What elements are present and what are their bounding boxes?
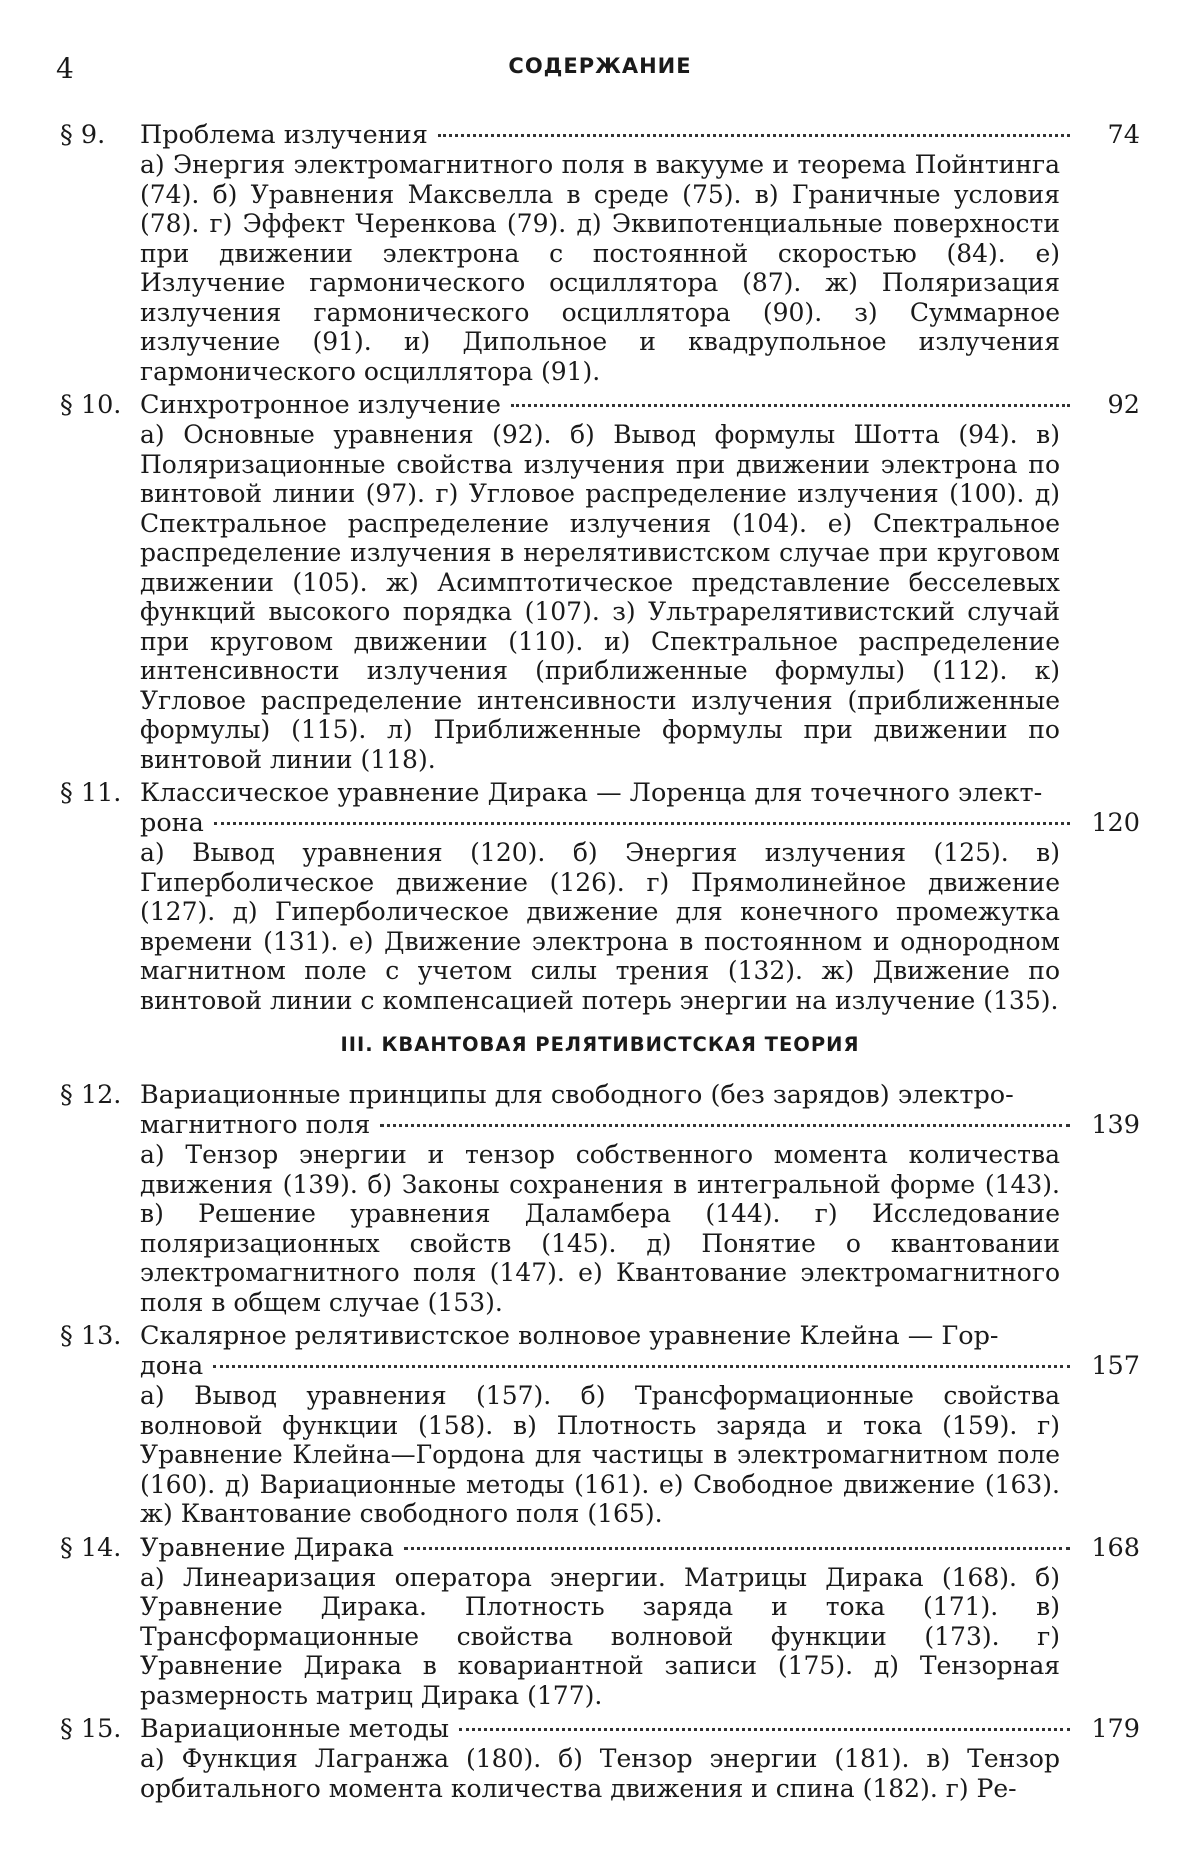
section-title: Уравнение Дирака	[140, 1533, 394, 1563]
book-page	[0, 0, 1200, 1855]
section-page: 157	[1080, 1351, 1140, 1381]
dot-leader	[438, 134, 1070, 137]
section-title-continued: рона	[140, 808, 204, 838]
section-title-continued: магнитного поля	[140, 1110, 370, 1140]
section-page: 74	[1080, 120, 1140, 150]
toc-entry-12	[60, 1080, 1140, 1317]
subsection-list: а) Вывод уравнения (157). б) Трансформационные свойства волновой функции (158). в) Плотность заряда и тока (159). г) Уравнение Клейна—Гордона для частицы в электромагнитном поле (160). д) Вариационные методы (161). е) Свободное движение (163). ж) Квантование свободного поля (165).	[140, 1381, 1060, 1529]
subsection-list: а) Вывод уравнения (120). б) Энергия излучения (125). в) Гиперболическое движение (126). г) Прямолинейное движение (127). д) Гиперболическое движение для конечного промежутка времени (131). е) Движение электрона в постоянном и однородном магнитном поле с учетом силы трения (132). ж) Движение по винтовой линии с компенсацией потерь энергии на излучение (135).	[140, 838, 1060, 1015]
toc-heading	[60, 1533, 1140, 1563]
subsection-list: а) Основные уравнения (92). б) Вывод формулы Шотта (94). в) Поляризационные свойства излучения при движении электрона по винтовой линии (97). г) Угловое распределение излучения (100). д) Спектральное распределение излучения (104). е) Спектральное распределение излучения в нерелятивистском случае при круговом движении (105). ж) Асимптотическое представление бесселевых функций высокого порядка (107). з) Ультрарелятивистский случай при круговом движении (110). и) Спектральное распределение интенсивности излучения (приближенные формулы) (112). к) Угловое распределение интенсивности излучения (приближенные формулы) (115). л) Приближенные формулы при движении по винтовой линии (118).	[140, 420, 1060, 774]
section-page: 168	[1080, 1533, 1140, 1563]
subsection-list: а) Линеаризация оператора энергии. Матрицы Дирака (168). б) Уравнение Дирака. Плотность заряда и тока (171). в) Трансформационные свойства волновой функции (173). г) Уравнение Дирака в ковариантной записи (175). д) Тензорная размерность матриц Дирака (177).	[140, 1563, 1060, 1711]
dot-leader	[511, 404, 1070, 407]
section-number: § 15.	[60, 1714, 140, 1744]
section-title: Классическое уравнение Дирака — Лоренца для точечного элект-	[140, 778, 1042, 808]
dot-leader	[380, 1124, 1070, 1127]
section-page: 120	[1080, 808, 1140, 838]
table-of-contents	[60, 120, 1140, 1807]
toc-heading	[60, 778, 1140, 808]
section-title: Вариационные принципы для свободного (без зарядов) электро-	[140, 1080, 1014, 1110]
section-title-continued: дона	[140, 1351, 203, 1381]
toc-heading-continued	[60, 1351, 1140, 1381]
section-number: § 11.	[60, 778, 140, 808]
toc-entry-15	[60, 1714, 1140, 1803]
dot-leader	[404, 1547, 1070, 1550]
toc-entry-10	[60, 390, 1140, 774]
section-title: Вариационные методы	[140, 1714, 449, 1744]
toc-entry-11	[60, 778, 1140, 1015]
section-title: Проблема излучения	[140, 120, 428, 150]
section-page: 92	[1080, 390, 1140, 420]
section-number: § 14.	[60, 1533, 140, 1563]
part-title: III. КВАНТОВАЯ РЕЛЯТИВИСТСКАЯ ТЕОРИЯ	[60, 1033, 1140, 1056]
page-number: 4	[56, 52, 74, 85]
section-title: Синхротронное излучение	[140, 390, 501, 420]
section-page: 179	[1080, 1714, 1140, 1744]
dot-leader	[214, 822, 1070, 825]
toc-heading-continued	[60, 808, 1140, 838]
subsection-list: а) Функция Лагранжа (180). б) Тензор энергии (181). в) Тензор орбитального момента количества движения и спина (182). г) Ре-	[140, 1744, 1060, 1803]
running-title: СОДЕРЖАНИЕ	[0, 54, 1200, 78]
toc-heading-continued	[60, 1110, 1140, 1140]
dot-leader	[459, 1728, 1070, 1731]
toc-heading	[60, 1714, 1140, 1744]
section-title: Скалярное релятивистское волновое уравнение Клейна — Гор-	[140, 1321, 999, 1351]
section-number: § 12.	[60, 1080, 140, 1110]
toc-heading	[60, 390, 1140, 420]
section-number: § 10.	[60, 390, 140, 420]
section-number: § 13.	[60, 1321, 140, 1351]
subsection-list: а) Энергия электромагнитного поля в вакууме и теорема Пойнтинга (74). б) Уравнения Максвелла в среде (75). в) Граничные условия (78). г) Эффект Черенкова (79). д) Эквипотенциальные поверхности при движении электрона с постоянной скоростью (84). е) Излучение гармонического осциллятора (87). ж) Поляризация излучения гармонического осциллятора (90). з) Суммарное излучение (91). и) Дипольное и квадрупольное излучения гармонического осциллятора (91).	[140, 150, 1060, 386]
dot-leader	[213, 1365, 1070, 1368]
section-page: 139	[1080, 1110, 1140, 1140]
toc-heading	[60, 1080, 1140, 1110]
section-number: § 9.	[60, 120, 140, 150]
toc-entry-13	[60, 1321, 1140, 1529]
toc-entry-14	[60, 1533, 1140, 1711]
toc-entry-9	[60, 120, 1140, 386]
toc-heading	[60, 120, 1140, 150]
subsection-list: а) Тензор энергии и тензор собственного момента количества движения (139). б) Законы сохранения в интегральной форме (143). в) Решение уравнения Даламбера (144). г) Исследование поляризационных свойств (145). д) Понятие о квантовании электромагнитного поля (147). е) Квантование электромагнитного поля в общем случае (153).	[140, 1140, 1060, 1317]
toc-heading	[60, 1321, 1140, 1351]
